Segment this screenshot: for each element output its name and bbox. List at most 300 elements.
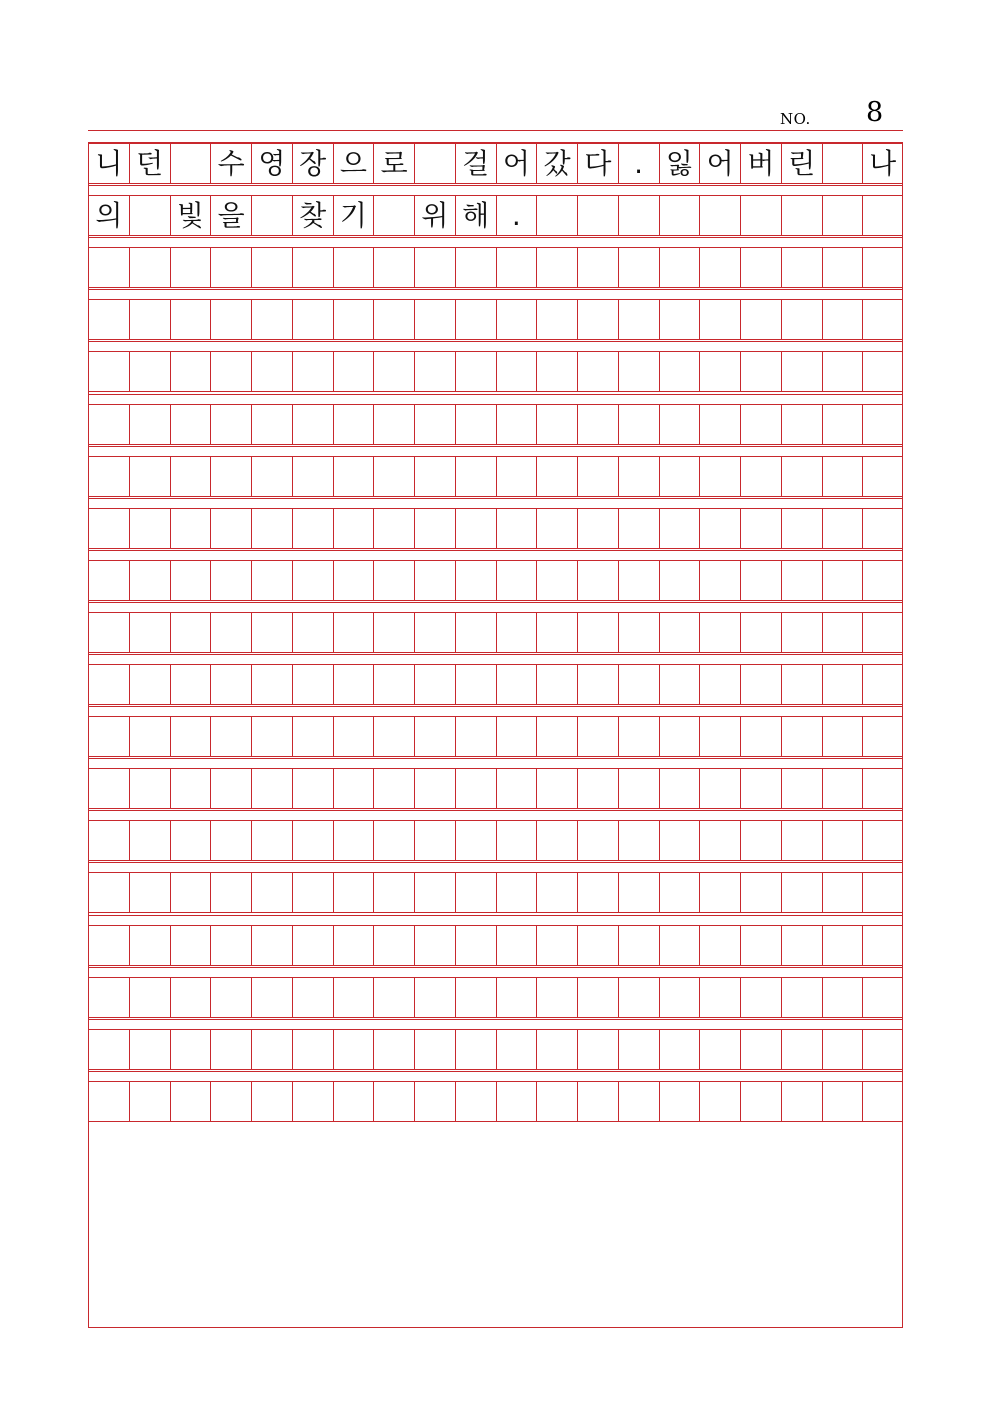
grid-cell	[862, 508, 903, 549]
grid-cell	[251, 508, 292, 549]
row-separator-line	[88, 237, 903, 238]
grid-cell	[577, 1081, 618, 1122]
grid-cell	[455, 977, 496, 1018]
grid-cell	[577, 560, 618, 601]
grid-cell	[536, 456, 577, 497]
grid-cell	[781, 977, 822, 1018]
grid-cell	[496, 1081, 537, 1122]
grid-cell	[455, 560, 496, 601]
grid-cell	[740, 247, 781, 288]
grid-cell: 해	[455, 195, 496, 236]
grid-cell	[699, 299, 740, 340]
grid-cell	[740, 612, 781, 653]
grid-cell	[740, 716, 781, 757]
grid-cell	[536, 247, 577, 288]
grid-row	[88, 977, 903, 1018]
grid-cell	[577, 195, 618, 236]
grid-cell	[455, 404, 496, 445]
row-separator-line	[88, 706, 903, 707]
grid-cell	[618, 716, 659, 757]
grid-cell	[699, 1029, 740, 1070]
grid-cell	[536, 351, 577, 392]
grid-cell: 으	[333, 143, 374, 184]
grid-cell	[496, 820, 537, 861]
grid-cell	[781, 247, 822, 288]
grid-cell	[822, 195, 863, 236]
grid-cell	[373, 664, 414, 705]
grid-cell	[251, 1029, 292, 1070]
grid-cell	[781, 925, 822, 966]
grid-cell	[210, 508, 251, 549]
grid-cell	[699, 977, 740, 1018]
grid-cell	[373, 195, 414, 236]
grid-cell	[618, 508, 659, 549]
row-separator-line	[88, 967, 903, 968]
grid-cell	[88, 508, 129, 549]
grid-cell	[577, 299, 618, 340]
grid-cell	[292, 664, 333, 705]
grid-cell	[210, 456, 251, 497]
grid-cell	[577, 612, 618, 653]
grid-cell	[88, 664, 129, 705]
grid-cell	[210, 1081, 251, 1122]
grid-cell: 나	[862, 143, 903, 184]
grid-cell	[251, 560, 292, 601]
grid-cell	[210, 1029, 251, 1070]
grid-cell	[618, 612, 659, 653]
grid-cell	[822, 977, 863, 1018]
grid-cell	[496, 716, 537, 757]
grid-cell: 을	[210, 195, 251, 236]
grid-cell: 던	[129, 143, 170, 184]
grid-cell	[659, 299, 700, 340]
grid-cell	[699, 820, 740, 861]
grid-cell: 다	[577, 143, 618, 184]
grid-cell	[292, 872, 333, 913]
grid-cell	[455, 716, 496, 757]
grid-cell	[88, 560, 129, 601]
grid-cell	[862, 456, 903, 497]
grid-cell	[88, 977, 129, 1018]
grid-cell	[536, 1029, 577, 1070]
grid-cell	[292, 1081, 333, 1122]
grid-cell	[699, 612, 740, 653]
grid-cell	[781, 768, 822, 809]
grid-cell	[333, 351, 374, 392]
grid-cell	[781, 299, 822, 340]
grid-cell	[292, 508, 333, 549]
grid-cell	[699, 560, 740, 601]
grid-cell	[292, 768, 333, 809]
grid-cell	[292, 716, 333, 757]
grid-cell	[414, 299, 455, 340]
grid-cell	[292, 351, 333, 392]
grid-cell: 버	[740, 143, 781, 184]
grid-cell	[536, 404, 577, 445]
grid-cell	[781, 612, 822, 653]
grid-cell	[129, 768, 170, 809]
grid-cell	[88, 456, 129, 497]
grid-cell	[577, 664, 618, 705]
grid-cell	[333, 404, 374, 445]
grid-cell: 빛	[170, 195, 211, 236]
grid-cell	[251, 716, 292, 757]
grid-row	[88, 664, 903, 705]
grid-cell	[699, 1081, 740, 1122]
grid-cell	[740, 560, 781, 601]
grid-row	[88, 456, 903, 497]
grid-cell	[88, 247, 129, 288]
grid-cell: 갔	[536, 143, 577, 184]
grid-row	[88, 768, 903, 809]
row-separator-line	[88, 446, 903, 447]
grid-cell	[129, 664, 170, 705]
grid-cell: 어	[699, 143, 740, 184]
grid-cell	[333, 872, 374, 913]
grid-row	[88, 143, 903, 184]
grid-row	[88, 560, 903, 601]
grid-cell	[129, 560, 170, 601]
grid-cell	[577, 768, 618, 809]
grid-cell	[822, 1029, 863, 1070]
grid-cell	[781, 404, 822, 445]
grid-cell	[862, 612, 903, 653]
grid-cell	[251, 1081, 292, 1122]
grid-cell	[414, 820, 455, 861]
grid-cell	[170, 1081, 211, 1122]
grid-cell	[170, 872, 211, 913]
grid-cell	[536, 925, 577, 966]
header-rule	[88, 130, 903, 131]
grid-cell	[414, 716, 455, 757]
grid-cell	[822, 508, 863, 549]
grid-row	[88, 404, 903, 445]
grid-cell	[781, 872, 822, 913]
grid-cell	[333, 664, 374, 705]
grid-cell	[577, 925, 618, 966]
grid-cell	[659, 508, 700, 549]
grid-cell	[210, 872, 251, 913]
grid-cell	[414, 351, 455, 392]
grid-cell	[496, 404, 537, 445]
grid-cell	[740, 872, 781, 913]
grid-cell	[740, 925, 781, 966]
row-separator-line	[88, 394, 903, 395]
grid-cell	[210, 925, 251, 966]
grid-cell	[577, 404, 618, 445]
grid-cell	[577, 351, 618, 392]
grid-cell	[373, 612, 414, 653]
grid-cell	[659, 820, 700, 861]
grid-cell	[659, 925, 700, 966]
row-separator-line	[88, 758, 903, 759]
grid-cell	[699, 508, 740, 549]
grid-cell	[496, 664, 537, 705]
grid-cell	[455, 925, 496, 966]
grid-row	[88, 299, 903, 340]
grid-cell	[88, 768, 129, 809]
grid-cell	[333, 977, 374, 1018]
grid-cell	[292, 977, 333, 1018]
grid-cell	[862, 820, 903, 861]
grid-cell: .	[496, 195, 537, 236]
grid-cell	[455, 612, 496, 653]
grid-cell	[414, 1081, 455, 1122]
grid-cell	[292, 456, 333, 497]
grid-cell	[618, 560, 659, 601]
grid-cell	[822, 820, 863, 861]
grid-cell	[740, 664, 781, 705]
grid-cell	[740, 820, 781, 861]
grid-cell	[822, 351, 863, 392]
row-separator-line	[88, 1071, 903, 1072]
grid-cell: 어	[496, 143, 537, 184]
grid-cell	[781, 351, 822, 392]
grid-cell: 잃	[659, 143, 700, 184]
grid-cell	[88, 1081, 129, 1122]
grid-cell	[292, 925, 333, 966]
grid-cell	[170, 664, 211, 705]
grid-cell	[129, 1081, 170, 1122]
row-separator-line	[88, 915, 903, 916]
grid-cell	[659, 664, 700, 705]
grid-cell	[862, 1029, 903, 1070]
grid-cell	[618, 299, 659, 340]
grid-cell	[129, 247, 170, 288]
grid-cell	[455, 664, 496, 705]
grid-cell	[740, 195, 781, 236]
grid-cell	[659, 404, 700, 445]
grid-cell	[170, 247, 211, 288]
grid-cell	[822, 768, 863, 809]
grid-row	[88, 612, 903, 653]
grid-cell	[170, 404, 211, 445]
grid-cell: 의	[88, 195, 129, 236]
grid-cell	[210, 299, 251, 340]
grid-cell	[333, 247, 374, 288]
grid-cell	[455, 299, 496, 340]
grid-cell	[88, 612, 129, 653]
grid-cell	[536, 508, 577, 549]
grid-cell	[659, 977, 700, 1018]
grid-cell	[577, 716, 618, 757]
grid-cell	[618, 977, 659, 1018]
grid-cell	[659, 1081, 700, 1122]
grid-cell	[699, 872, 740, 913]
row-separator-line	[88, 498, 903, 499]
grid-cell	[862, 977, 903, 1018]
grid-cell	[129, 508, 170, 549]
grid-cell	[536, 612, 577, 653]
grid-cell	[699, 247, 740, 288]
grid-cell	[496, 508, 537, 549]
grid-cell	[740, 456, 781, 497]
grid-cell	[129, 351, 170, 392]
grid-cell	[170, 299, 211, 340]
row-separator-line	[88, 185, 903, 186]
grid-cell	[659, 612, 700, 653]
grid-cell	[455, 820, 496, 861]
grid-cell	[740, 1029, 781, 1070]
grid-cell	[862, 716, 903, 757]
grid-cell	[88, 716, 129, 757]
grid-cell	[659, 456, 700, 497]
grid-cell	[618, 456, 659, 497]
grid-cell	[577, 456, 618, 497]
grid-cell	[333, 768, 374, 809]
grid-row	[88, 1081, 903, 1122]
grid-cell	[536, 768, 577, 809]
grid-cell	[129, 872, 170, 913]
grid-cell	[699, 195, 740, 236]
grid-cell	[170, 560, 211, 601]
grid-cell	[496, 768, 537, 809]
row-separator-line	[88, 602, 903, 603]
grid-cell	[373, 872, 414, 913]
grid-cell	[699, 925, 740, 966]
grid-cell	[251, 872, 292, 913]
grid-cell	[129, 456, 170, 497]
grid-row	[88, 247, 903, 288]
grid-cell	[822, 247, 863, 288]
grid-cell	[88, 820, 129, 861]
grid-cell	[781, 195, 822, 236]
grid-cell	[210, 612, 251, 653]
grid-cell	[170, 1029, 211, 1070]
grid-cell	[496, 872, 537, 913]
grid-cell	[618, 1081, 659, 1122]
row-separator-line	[88, 862, 903, 863]
grid-cell	[170, 508, 211, 549]
page-number: 8	[866, 97, 884, 128]
grid-cell	[210, 247, 251, 288]
grid-cell	[414, 247, 455, 288]
grid-cell	[740, 299, 781, 340]
grid-cell	[536, 820, 577, 861]
grid-cell	[536, 977, 577, 1018]
grid-cell	[292, 1029, 333, 1070]
grid-cell	[333, 716, 374, 757]
grid-cell	[659, 247, 700, 288]
grid-cell	[333, 299, 374, 340]
grid-cell	[333, 456, 374, 497]
grid-cell	[659, 768, 700, 809]
grid-cell	[659, 716, 700, 757]
grid-cell	[781, 664, 822, 705]
grid-cell	[88, 299, 129, 340]
grid-cell	[333, 925, 374, 966]
grid-cell	[170, 977, 211, 1018]
grid-cell	[822, 925, 863, 966]
grid-cell	[822, 143, 863, 184]
grid-cell: 장	[292, 143, 333, 184]
grid-cell	[333, 1081, 374, 1122]
grid-cell	[781, 1081, 822, 1122]
row-separator-line	[88, 289, 903, 290]
grid-cell	[373, 1081, 414, 1122]
grid-cell	[88, 872, 129, 913]
grid-cell	[292, 612, 333, 653]
grid-cell	[822, 456, 863, 497]
grid-cell	[536, 716, 577, 757]
grid-cell	[414, 977, 455, 1018]
grid-cell	[210, 404, 251, 445]
grid-cell	[333, 612, 374, 653]
grid-cell	[210, 977, 251, 1018]
grid-cell	[822, 560, 863, 601]
grid-cell	[251, 612, 292, 653]
grid-cell	[129, 612, 170, 653]
grid-cell	[373, 404, 414, 445]
grid-cell	[822, 716, 863, 757]
grid-cell	[577, 508, 618, 549]
grid-cell	[88, 925, 129, 966]
grid-cell	[862, 664, 903, 705]
grid-row	[88, 508, 903, 549]
grid-cell	[373, 977, 414, 1018]
grid-cell	[414, 1029, 455, 1070]
grid-cell	[699, 716, 740, 757]
grid-cell	[373, 716, 414, 757]
grid-cell	[618, 195, 659, 236]
grid-cell	[414, 143, 455, 184]
grid-cell	[333, 820, 374, 861]
grid-row	[88, 351, 903, 392]
grid-cell	[170, 351, 211, 392]
grid-cell	[414, 872, 455, 913]
grid-cell	[455, 768, 496, 809]
grid-cell	[862, 195, 903, 236]
grid-cell	[455, 1029, 496, 1070]
grid-cell	[414, 925, 455, 966]
row-separator-line	[88, 654, 903, 655]
grid-cell	[414, 664, 455, 705]
grid-cell	[618, 351, 659, 392]
grid-row	[88, 716, 903, 757]
grid-cell	[414, 456, 455, 497]
grid-cell	[822, 404, 863, 445]
grid-cell	[170, 768, 211, 809]
grid-cell	[577, 820, 618, 861]
grid-cell	[414, 560, 455, 601]
grid-cell	[781, 508, 822, 549]
grid-cell	[699, 456, 740, 497]
grid-cell	[862, 404, 903, 445]
grid-cell: 걸	[455, 143, 496, 184]
row-separator-line	[88, 341, 903, 342]
grid-cell	[373, 247, 414, 288]
grid-cell	[373, 299, 414, 340]
grid-cell	[699, 664, 740, 705]
grid-cell	[577, 872, 618, 913]
grid-cell	[659, 351, 700, 392]
grid-cell	[536, 560, 577, 601]
grid-cell	[862, 925, 903, 966]
grid-cell	[822, 664, 863, 705]
grid-cell	[333, 1029, 374, 1070]
grid-cell	[292, 560, 333, 601]
grid-cell	[455, 456, 496, 497]
grid-row	[88, 1029, 903, 1070]
grid-cell	[414, 612, 455, 653]
grid-cell	[251, 456, 292, 497]
grid-cell	[210, 351, 251, 392]
grid-cell	[373, 508, 414, 549]
grid-cell	[496, 925, 537, 966]
grid-cell	[292, 404, 333, 445]
row-separator-line	[88, 810, 903, 811]
grid-cell	[210, 664, 251, 705]
